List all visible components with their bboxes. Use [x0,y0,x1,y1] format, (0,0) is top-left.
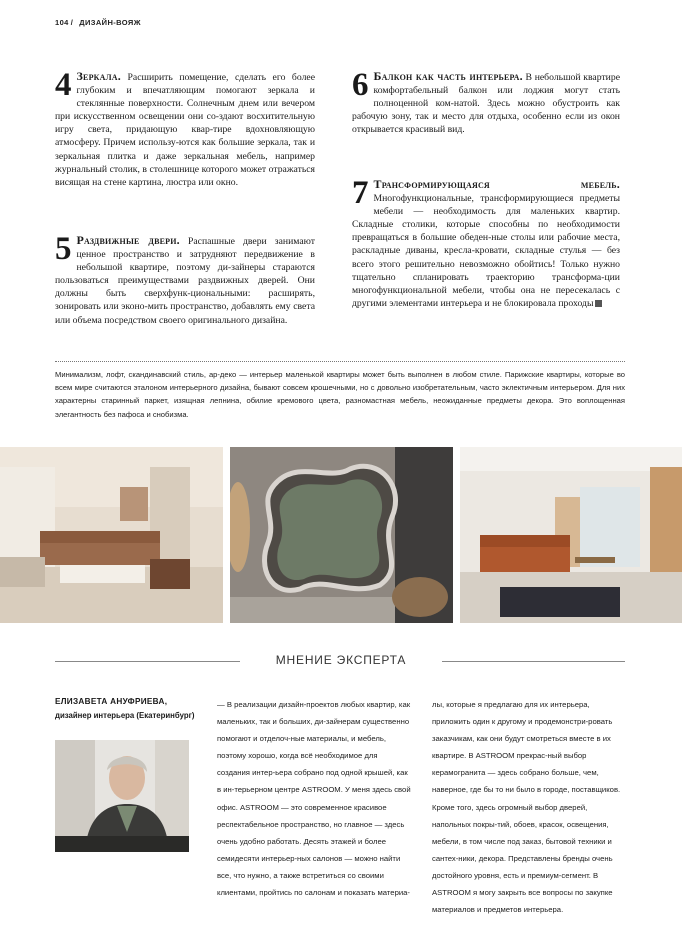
tip-text: Распашные двери занимают ценное пространство и затрудняют передвижение в небольшой квартире, поэтому ди-зайнеры стараются пользоваться преимуществами раздвижных дверей. Они должны быть сверхфунк-циональными: расширять, зонировать или эконо-мить пространство, добавлять ему света или объема посредством своего оригинального дизайна. [55,236,316,326]
divider [442,661,625,662]
tip-number: 5 [55,231,72,267]
tip-heading: Раздвижные двери. [76,233,180,247]
tip-heading: Трансформирующаяся мебель. [373,177,620,191]
tip-heading: Балкон как часть интерьера. [373,69,523,83]
expert-section-title: МНЕНИЕ ЭКСПЕРТА [275,653,407,667]
expert-name: ЕЛИЗАВЕТА АНУФРИЕВА, [55,697,168,706]
page-number: 104 [55,18,69,27]
expert-portrait [55,740,189,852]
section-name: ДИЗАЙН-ВОЯЖ [79,18,141,27]
expert-quote-column-2: лы, которые я предлагаю для их интерьера, приложить один к другому и продемонстри-ровать заказчикам, как они будут смотреться вместе в их квартире. В ASTROOM прекрас-ный выбор керамогранита — здесь собрано больше, чем, наверное, где бы то ни было в городе, поставщиков. Кроме того, здесь огромный выбор дверей, напольных покры-тий, обоев, красок, освещения, мебели, в том числе под заказ, бытовой техники и сантех-ники, декора. Представлены бренды очень достойного уровня, есть и премиум-сегмент. В ASTROOM я могу закрыть все вопросы по закупке материалов и предметов интерьера. [432,700,621,915]
expert-role: дизайнер интерьера (Екатеринбург) [55,711,195,720]
interior-photo-scandinavian [460,447,682,623]
tip-7 [352,175,620,310]
tip-number: 4 [55,67,72,103]
photo-caption: Минимализм, лофт, скандинавский стиль, ар-деко — интерьер маленькой квартиры может быть выполнен в любом стиле. Парижские квартиры, которые во всем мире считаются эталоном интерьерного дизайна, бывают совсем крошечными, но с довольно изобретательным, часто эклектичным интерьером. Для них характерны старинный паркет, изящная лепнина, обилие кремового цвета, разномастная мебель, неожиданные предметы декора. Это воплощенная элегантность без пафоса и снобизма. [55,370,625,419]
tip-heading: Зеркала. [76,69,121,83]
tip-number: 6 [352,67,369,103]
divider [55,661,240,662]
interior-photo-mirror [230,447,453,623]
tip-text: В небольшой квартире комфортабельный балкон или лоджия могут стать полноценной ком-натой. Здесь можно обустроить как рабочую зону, так и место для отдыха, особенно если из окон открывается красивый вид. [352,72,621,136]
tip-text: Многофункциональные, трансформирующиеся предметы мебели — необходимость для маленьких квартир. Складные столики, которые способны по необходимости превращаться в большие обеден-ные столы или рабочие места, раскладные диваны, кресла-кровати, складные стулья — без всего этого решительно невозможно обойтись! Только нужно тщательно спланировать траекторию трансформа-ции многофункциональной мебели, чтобы она не пересекалась с другими элементами интерьера и не блокировала проходы [352,193,620,309]
expert-quote-column-1: — В реализации дизайн-проектов любых квартир, как маленьких, так и больших, ди-зайнерам существенно помогают и отделоч-ные материалы, и мебель, поэтому хорошо, когда всё необходимое для создания интер-ьера собрано под одной крышей, как в ин-терьерном центре ASTROOM. У меня здесь свой офис. ASTROOM — это современное красивое респектабельное пространство, но главное — здесь очень удобно работать. Десять этажей и более семидесяти интерьер-ных салонов — можно найти все, что нужно, а также встретиться со своими клиентами, пройтись по салонам и показать материа- [217,700,411,898]
tip-6 [352,67,621,136]
interior-photo-living-room [0,447,223,623]
tip-text: Расширить помещение, сделать его более глубоким и впечатляющим помогают зеркала и стеклянные поверхности. Солнечным днем или вечером при искусственном освещении они со-здают восхитительную игру света, придающую квар-тире вдохновляющую атмосферу. Причем использу-ются как большие зеркала, так и зеркальная плитка и даже зеркальная мебель, например журнальный столик, в столешнице которого может отражаться висящая на стене картина, люстра или окно. [55,72,316,188]
tip-4 [55,67,316,189]
end-mark-icon [595,300,602,307]
tip-5 [55,231,316,327]
divider [55,361,625,362]
page-header: 104 / ДИЗАЙН-ВОЯЖ [55,18,141,27]
tip-number: 7 [352,175,369,211]
